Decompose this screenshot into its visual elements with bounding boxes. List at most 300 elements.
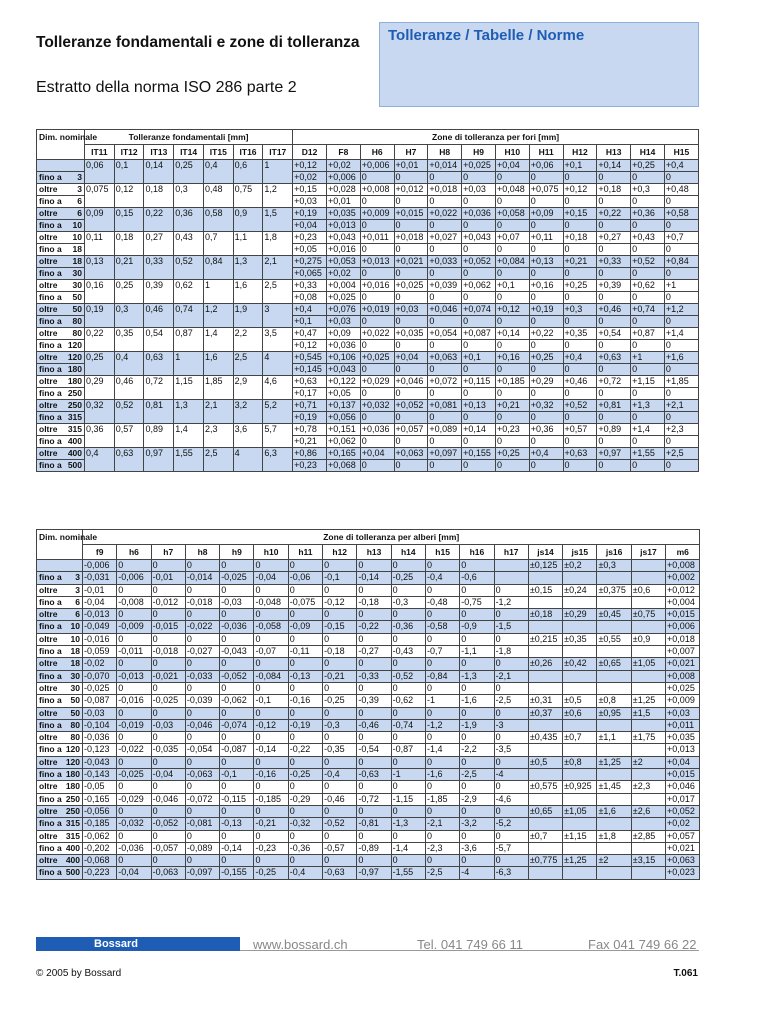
- it-value: 0,25: [114, 280, 144, 304]
- lower-deviation: -3,6: [460, 842, 494, 854]
- upper-deviation: 0: [151, 830, 185, 842]
- lower-deviation: -0,25: [288, 769, 322, 781]
- lower-deviation: -0,89: [357, 842, 391, 854]
- upper-deviation: +0,15: [563, 208, 597, 220]
- dim-from-label: oltre: [39, 633, 58, 644]
- lower-deviation: -0,022: [185, 621, 219, 633]
- dim-to-value: 400: [67, 436, 82, 446]
- lower-deviation: -0,4: [425, 572, 459, 584]
- lower-deviation: [563, 572, 597, 584]
- upper-deviation: 0: [357, 805, 391, 817]
- lower-deviation: -0,123: [83, 744, 117, 756]
- it-value: 1: [174, 352, 204, 376]
- upper-deviation: 0: [460, 855, 494, 867]
- lower-deviation: -0,22: [357, 621, 391, 633]
- lower-deviation: 0: [360, 388, 394, 400]
- upper-deviation: 0: [391, 584, 425, 596]
- upper-deviation: ±0,7: [563, 732, 597, 744]
- lower-deviation: 0: [631, 460, 665, 472]
- dim-from-value: 6: [77, 208, 82, 218]
- dim-from: [37, 707, 83, 719]
- lower-deviation: -0,46: [357, 719, 391, 731]
- lower-deviation: -0,75: [460, 596, 494, 608]
- dim-to-value: 400: [65, 842, 80, 853]
- upper-deviation: +0,21: [495, 400, 529, 412]
- it-value: 0,29: [85, 376, 115, 400]
- lower-deviation: 0: [597, 316, 631, 328]
- upper-deviation: ±3,15: [631, 855, 665, 867]
- it-value: 0,57: [114, 424, 144, 448]
- lower-deviation: [631, 646, 665, 658]
- upper-deviation: 0: [323, 658, 357, 670]
- upper-deviation: 0: [254, 609, 288, 621]
- lower-deviation: 0: [462, 172, 496, 184]
- upper-deviation: ±0,375: [597, 584, 631, 596]
- upper-deviation: 0: [425, 855, 459, 867]
- it-value: 0,25: [85, 352, 115, 376]
- upper-deviation: 0: [185, 781, 219, 793]
- upper-deviation: +0,036: [462, 208, 496, 220]
- lower-deviation: 0: [360, 364, 394, 376]
- lower-deviation: +0,009: [666, 695, 700, 707]
- upper-deviation: ±1,8: [597, 830, 631, 842]
- table-row: [37, 424, 699, 436]
- table-row: [37, 560, 700, 572]
- lower-deviation: -2,1: [494, 670, 528, 682]
- upper-deviation: ±0,45: [597, 609, 631, 621]
- upper-deviation: +0,115: [462, 376, 496, 388]
- dim-to-label: fino a: [39, 695, 62, 706]
- dim-from-value: 3: [77, 184, 82, 194]
- upper-deviation: 0: [185, 658, 219, 670]
- it-value: 1,55: [174, 448, 204, 472]
- table-row: [37, 596, 700, 608]
- it-value: 1,5: [263, 208, 293, 232]
- col-header: js17: [631, 545, 665, 560]
- page-subtitle: Estratto della norma ISO 286 parte 2: [36, 79, 297, 96]
- dim-from-value: 180: [65, 781, 80, 792]
- lower-deviation: -3: [494, 719, 528, 731]
- lower-deviation: -4,6: [494, 793, 528, 805]
- upper-deviation: 0: [151, 781, 185, 793]
- table-row: [37, 682, 700, 694]
- upper-deviation: +0,74: [631, 304, 665, 316]
- dim-from-label: oltre: [39, 682, 58, 693]
- table-row: [37, 670, 700, 682]
- upper-deviation: +0,016: [360, 280, 394, 292]
- lower-deviation: -2,1: [425, 818, 459, 830]
- lower-deviation: +0,004: [666, 596, 700, 608]
- dim-from: [37, 584, 83, 596]
- upper-deviation: ±1,05: [563, 805, 597, 817]
- upper-deviation: 0: [391, 855, 425, 867]
- lower-deviation: -0,072: [185, 793, 219, 805]
- lower-deviation: 0: [664, 172, 698, 184]
- lower-deviation: -0,063: [185, 769, 219, 781]
- lower-deviation: 0: [462, 244, 496, 256]
- lower-deviation: -0,006: [117, 572, 151, 584]
- upper-deviation: 0: [220, 732, 254, 744]
- upper-deviation: 0: [494, 781, 528, 793]
- upper-deviation: +0,043: [462, 232, 496, 244]
- upper-deviation: +0,155: [462, 448, 496, 460]
- upper-deviation: ±0,7: [528, 830, 562, 842]
- dim-from-value: 400: [65, 855, 80, 866]
- upper-deviation: ±0,5: [528, 756, 562, 768]
- upper-deviation: 0: [288, 707, 322, 719]
- lower-deviation: 0: [631, 172, 665, 184]
- upper-deviation: +0,089: [428, 424, 462, 436]
- lower-deviation: 0: [495, 268, 529, 280]
- upper-deviation: 0: [220, 756, 254, 768]
- lower-deviation: [563, 621, 597, 633]
- upper-deviation: +0,58: [664, 208, 698, 220]
- upper-deviation: +1,4: [631, 424, 665, 436]
- upper-deviation: ±0,18: [528, 609, 562, 621]
- table-row: [37, 448, 699, 460]
- dim-to-value: 50: [70, 695, 80, 706]
- upper-deviation: 0: [357, 855, 391, 867]
- lower-deviation: 0: [428, 388, 462, 400]
- lower-deviation: +0,17: [293, 388, 327, 400]
- col-header: h9: [220, 545, 254, 560]
- upper-deviation: 0: [357, 732, 391, 744]
- lower-deviation: 0: [394, 436, 428, 448]
- lower-deviation: ±0,5: [563, 695, 597, 707]
- dim-to-value: 180: [67, 364, 82, 374]
- lower-deviation: -0,06: [288, 572, 322, 584]
- lower-deviation: 0: [360, 292, 394, 304]
- lower-deviation: 0: [597, 172, 631, 184]
- table-row: [37, 719, 700, 731]
- dim-from-value: 30: [70, 682, 80, 693]
- lower-deviation: -3,5: [494, 744, 528, 756]
- lower-deviation: 0: [631, 196, 665, 208]
- upper-deviation: 0: [254, 584, 288, 596]
- upper-deviation: ±0,26: [528, 658, 562, 670]
- upper-deviation: 0: [323, 633, 357, 645]
- lower-deviation: -0,33: [357, 670, 391, 682]
- lower-deviation: -0,9: [460, 621, 494, 633]
- dim-to-label: fino a: [39, 340, 62, 350]
- table-row: [37, 793, 700, 805]
- upper-deviation: +0,63: [597, 352, 631, 364]
- upper-deviation: +0,84: [664, 256, 698, 268]
- upper-deviation: 0: [288, 682, 322, 694]
- upper-deviation: +0,87: [631, 328, 665, 340]
- upper-deviation: 0: [357, 633, 391, 645]
- lower-deviation: -0,043: [220, 646, 254, 658]
- dim-to: [37, 364, 85, 376]
- lower-deviation: 0: [529, 340, 563, 352]
- lower-deviation: 0: [597, 388, 631, 400]
- table-row: [37, 744, 700, 756]
- upper-deviation: ±1,75: [631, 732, 665, 744]
- lower-deviation: 0: [631, 340, 665, 352]
- lower-deviation: -0,7: [425, 646, 459, 658]
- dim-to-label: fino a: [39, 842, 62, 853]
- dim-from-value: 30: [72, 280, 82, 290]
- lower-deviation: 0: [495, 412, 529, 424]
- dim-from-value: 250: [67, 400, 82, 410]
- table-row: [37, 584, 700, 596]
- group-header-shafts: Zone di tolleranza per alberi [mm]: [83, 530, 700, 545]
- it-value: 3,2: [233, 400, 263, 424]
- lower-deviation: [528, 867, 562, 879]
- upper-deviation: 0: [151, 805, 185, 817]
- lower-deviation: 0: [597, 268, 631, 280]
- dim-to-label: fino a: [39, 244, 62, 254]
- dim-from: [37, 352, 85, 364]
- website-link[interactable]: www.bossard.ch: [253, 937, 348, 952]
- dim-to: [37, 842, 83, 854]
- upper-deviation: +0,015: [666, 609, 700, 621]
- lower-deviation: -0,019: [117, 719, 151, 731]
- upper-deviation: -0,05: [83, 781, 117, 793]
- lower-deviation: -0,011: [117, 646, 151, 658]
- dim-to-value: 6: [77, 196, 82, 206]
- upper-deviation: +0,29: [529, 376, 563, 388]
- upper-deviation: 0: [117, 855, 151, 867]
- upper-deviation: 0: [323, 756, 357, 768]
- upper-deviation: 0: [151, 682, 185, 694]
- upper-deviation: 0: [425, 682, 459, 694]
- dim-to: [37, 292, 85, 304]
- upper-deviation: +0,03: [666, 707, 700, 719]
- lower-deviation: -0,18: [357, 596, 391, 608]
- lower-deviation: 0: [529, 316, 563, 328]
- lower-deviation: -0,36: [288, 842, 322, 854]
- lower-deviation: -0,6: [460, 572, 494, 584]
- upper-deviation: +0,063: [666, 855, 700, 867]
- it-value: 0,1: [114, 160, 144, 184]
- lower-deviation: 0: [394, 388, 428, 400]
- dim-from: [37, 855, 83, 867]
- lower-deviation: -0,039: [185, 695, 219, 707]
- upper-deviation: +0,028: [326, 184, 360, 196]
- lower-deviation: 0: [428, 268, 462, 280]
- lower-deviation: -0,03: [220, 596, 254, 608]
- lower-deviation: [597, 867, 631, 879]
- dim-from-value: 50: [70, 707, 80, 718]
- it-value: 0,72: [144, 376, 174, 400]
- dim-from-value: 18: [70, 658, 80, 669]
- it-value: 0,62: [174, 280, 204, 304]
- it-value: 0,09: [85, 208, 115, 232]
- upper-deviation: +0,025: [360, 352, 394, 364]
- dim-from: [37, 256, 85, 268]
- upper-deviation: 0: [151, 560, 185, 572]
- dim-to-label: fino a: [39, 867, 62, 878]
- dim-header: Dim. nominale: [37, 130, 85, 160]
- table-row: [37, 695, 700, 707]
- section-header-box: [379, 22, 699, 107]
- upper-deviation: 0: [357, 609, 391, 621]
- upper-deviation: 0: [425, 805, 459, 817]
- table-row: [37, 658, 700, 670]
- it-value: 1,4: [203, 328, 233, 352]
- lower-deviation: 0: [495, 436, 529, 448]
- upper-deviation: +2,1: [664, 400, 698, 412]
- lower-deviation: -0,14: [220, 842, 254, 854]
- upper-deviation: 0: [117, 756, 151, 768]
- dim-from-label: oltre: [39, 400, 58, 410]
- col-header: h11: [288, 545, 322, 560]
- upper-deviation: 0: [460, 609, 494, 621]
- lower-deviation: +0,04: [293, 220, 327, 232]
- dim-from: [37, 830, 83, 842]
- dim-from: [37, 609, 83, 621]
- upper-deviation: +0,053: [326, 256, 360, 268]
- dim-from: [37, 781, 83, 793]
- it-value: 0,11: [85, 232, 115, 256]
- upper-deviation: +0,09: [529, 208, 563, 220]
- upper-deviation: +1,2: [664, 304, 698, 316]
- it-value: 0,48: [203, 184, 233, 208]
- dim-to-value: 10: [72, 220, 82, 230]
- lower-deviation: 0: [597, 292, 631, 304]
- it-value: 2,1: [263, 256, 293, 280]
- col-header: IT11: [85, 145, 115, 160]
- lower-deviation: [528, 842, 562, 854]
- lower-deviation: 0: [664, 412, 698, 424]
- it-value: 0,33: [144, 256, 174, 280]
- lower-deviation: -0,018: [151, 646, 185, 658]
- table-row: [37, 769, 700, 781]
- upper-deviation: 0: [357, 756, 391, 768]
- lower-deviation: +0,043: [326, 364, 360, 376]
- upper-deviation: +0,076: [326, 304, 360, 316]
- upper-deviation: +0,06: [529, 160, 563, 172]
- lower-deviation: -1,3: [391, 818, 425, 830]
- upper-deviation: +0,86: [293, 448, 327, 460]
- lower-deviation: 0: [428, 196, 462, 208]
- upper-deviation: ±2,6: [631, 805, 665, 817]
- it-value: 0,63: [144, 352, 174, 376]
- dim-to: [37, 621, 83, 633]
- upper-deviation: [631, 560, 665, 572]
- upper-deviation: 0: [494, 805, 528, 817]
- lower-deviation: -1,15: [391, 793, 425, 805]
- upper-deviation: -0,056: [83, 805, 117, 817]
- upper-deviation: 0: [425, 781, 459, 793]
- lower-deviation: +0,02: [293, 172, 327, 184]
- upper-deviation: 0: [288, 633, 322, 645]
- upper-deviation: +0,22: [529, 328, 563, 340]
- dim-to-value: 80: [70, 719, 80, 730]
- upper-deviation: +0,014: [428, 160, 462, 172]
- upper-deviation: -0,043: [83, 756, 117, 768]
- lower-deviation: [597, 670, 631, 682]
- dim-to: [37, 596, 83, 608]
- upper-deviation: 0: [391, 781, 425, 793]
- dim-to-label: fino a: [39, 412, 62, 422]
- upper-deviation: 0: [357, 830, 391, 842]
- upper-deviation: +0,81: [597, 400, 631, 412]
- lower-deviation: 0: [529, 292, 563, 304]
- upper-deviation: +0,23: [495, 424, 529, 436]
- lower-deviation: -0,049: [83, 621, 117, 633]
- col-header: F8: [326, 145, 360, 160]
- lower-deviation: 0: [563, 388, 597, 400]
- upper-deviation: 0: [460, 781, 494, 793]
- it-value: 6,3: [263, 448, 293, 472]
- dim-from: [37, 280, 85, 292]
- lower-deviation: -0,027: [185, 646, 219, 658]
- lower-deviation: 0: [631, 268, 665, 280]
- upper-deviation: +0,12: [563, 184, 597, 196]
- lower-deviation: -0,087: [83, 695, 117, 707]
- lower-deviation: -0,11: [288, 646, 322, 658]
- lower-deviation: -0,09: [288, 621, 322, 633]
- col-header: H14: [631, 145, 665, 160]
- lower-deviation: 0: [563, 172, 597, 184]
- upper-deviation: 0: [117, 732, 151, 744]
- lower-deviation: -0,016: [117, 695, 151, 707]
- page-title: Tolleranze fondamentali e zone di tolleranza: [36, 34, 360, 51]
- dim-from-value: 80: [72, 328, 82, 338]
- it-value: 0,4: [85, 448, 115, 472]
- group-header-fundamental: Tolleranze fondamentali [mm]: [85, 130, 293, 145]
- dim-to-value: 500: [65, 867, 80, 878]
- dim-from: [37, 328, 85, 340]
- upper-deviation: +0,27: [597, 232, 631, 244]
- dim-from-label: oltre: [39, 232, 58, 242]
- lower-deviation: -0,43: [391, 646, 425, 658]
- lower-deviation: -0,054: [185, 744, 219, 756]
- lower-deviation: -0,014: [185, 572, 219, 584]
- upper-deviation: +0,16: [529, 280, 563, 292]
- lower-deviation: [597, 842, 631, 854]
- upper-deviation: +0,52: [563, 400, 597, 412]
- upper-deviation: 0: [460, 633, 494, 645]
- upper-deviation: 0: [254, 682, 288, 694]
- lower-deviation: -0,03: [151, 719, 185, 731]
- lower-deviation: -0,057: [151, 842, 185, 854]
- lower-deviation: -0,35: [323, 744, 357, 756]
- lower-deviation: 0: [360, 244, 394, 256]
- upper-deviation: [631, 682, 665, 694]
- lower-deviation: 0: [360, 220, 394, 232]
- it-value: 0,22: [144, 208, 174, 232]
- lower-deviation: 0: [495, 244, 529, 256]
- it-value: 0,18: [144, 184, 174, 208]
- lower-deviation: +0,21: [293, 436, 327, 448]
- lower-deviation: -0,036: [117, 842, 151, 854]
- lower-deviation: [631, 842, 665, 854]
- shaft-tolerance-table: [36, 529, 700, 880]
- lower-deviation: -0,15: [323, 621, 357, 633]
- dim-from: [37, 756, 83, 768]
- lower-deviation: 0: [631, 220, 665, 232]
- dim-from-label: oltre: [39, 352, 58, 362]
- lower-deviation: -6,3: [494, 867, 528, 879]
- upper-deviation: 0: [323, 805, 357, 817]
- dim-from-value: 250: [65, 805, 80, 816]
- upper-deviation: 0: [391, 658, 425, 670]
- lower-deviation: -0,39: [357, 695, 391, 707]
- upper-deviation: 0: [323, 707, 357, 719]
- dim-to-label: fino a: [39, 719, 62, 730]
- lower-deviation: -0,052: [151, 818, 185, 830]
- lower-deviation: -1,2: [425, 719, 459, 731]
- it-value: 0,46: [114, 376, 144, 400]
- lower-deviation: +0,08: [293, 292, 327, 304]
- upper-deviation: 0: [391, 633, 425, 645]
- dim-from-label: oltre: [39, 584, 58, 595]
- dim-to-label: fino a: [39, 769, 62, 780]
- upper-deviation: 0: [494, 707, 528, 719]
